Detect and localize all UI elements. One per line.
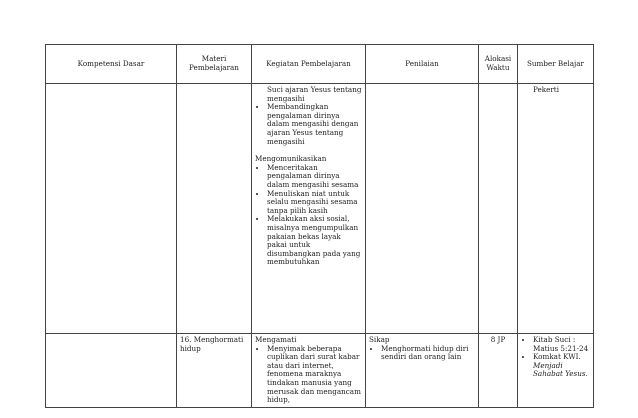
materi-text: 16. Menghormati hidup <box>180 335 244 353</box>
syllabus-table <box>45 44 594 408</box>
header-kegiatan-pembelajaran: Kegiatan Pembelajaran <box>252 45 366 84</box>
sumber-label: Komkat KWI. <box>533 352 581 362</box>
list-item: • Kitab Suci : Matius 5:21-24 <box>533 336 590 353</box>
cell-alokasi <box>479 84 518 334</box>
cell-kompetensi-dasar <box>46 84 177 334</box>
section-label: Mengamati <box>255 335 297 344</box>
cell-materi <box>177 334 252 408</box>
cell-sumber <box>518 334 594 408</box>
section-label: Mengomunikasikan <box>255 154 327 164</box>
list-item: • Melakukan aksi sosial, misalnya mengumpulkan pakaian bekas layak pakai untuk disumbangkan pada yang membutuhkan <box>267 215 362 267</box>
cell-materi <box>177 84 252 334</box>
table-row <box>46 334 594 408</box>
header-sumber-belajar: Sumber Belajar <box>518 45 594 84</box>
list-item: • Membandingkan pengalaman dirinya dalam mengasihi dengan ajaran Yesus tentang mengasihi <box>267 103 362 146</box>
sumber-text: Pekerti <box>533 85 559 94</box>
list-item <box>533 353 590 379</box>
list-item: Suci ajaran Yesus tentang mengasihi <box>267 85 362 103</box>
table-header-row <box>46 45 594 84</box>
header-kompetensi-dasar: Kompetensi Dasar <box>46 45 177 84</box>
section-label: Sikap <box>369 335 390 344</box>
sumber-book-title: Menjadi Sahabat Yesus. <box>533 360 588 379</box>
table-row <box>46 84 594 334</box>
cell-kegiatan <box>252 334 366 408</box>
cell-alokasi: 8 JP <box>479 334 518 408</box>
header-penilaian: Penilaian <box>366 45 479 84</box>
header-alokasi-waktu: Alokasi Waktu <box>479 45 518 84</box>
cell-kompetensi-dasar <box>46 334 177 408</box>
cell-penilaian <box>366 334 479 408</box>
cell-kegiatan <box>252 84 366 334</box>
list-item: • Menceritakan pengalaman dirinya dalam mengasihi sesama <box>267 164 362 190</box>
header-materi-pembelajaran: Materi Pembelajaran <box>177 45 252 84</box>
list-item: • Menyimak beberapa cuplikan dari surat kabar atau dari internet, fenomena maraknya tindakan manusia yang merusak dan mengancam hidup, <box>267 345 362 405</box>
list-item: • Menuliskan niat untuk selalu mengasihi sesama tanpa pilih kasih <box>267 190 362 216</box>
cell-penilaian <box>366 84 479 334</box>
list-item: • Menghormati hidup diri sendiri dan orang lain <box>381 345 475 362</box>
cell-sumber <box>518 84 594 334</box>
